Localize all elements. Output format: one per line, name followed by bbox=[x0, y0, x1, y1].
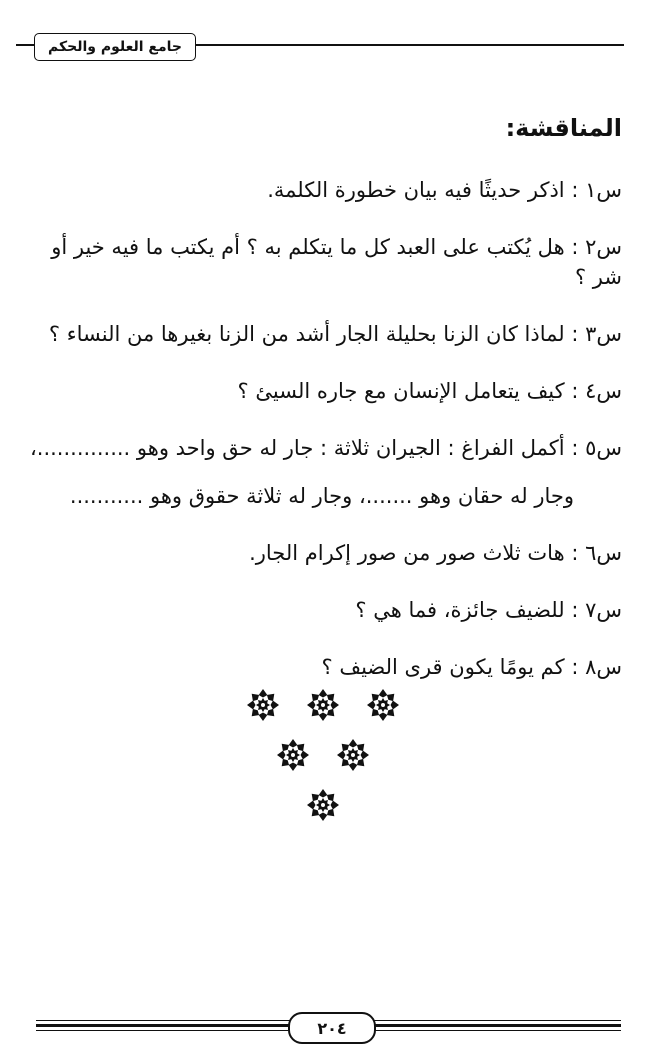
ornament-row bbox=[0, 738, 646, 772]
eight-point-star-icon bbox=[246, 688, 280, 722]
question-7 bbox=[22, 595, 622, 625]
question-3 bbox=[22, 319, 622, 349]
question-text: س٦ : هات ثلاث صور من صور إكرام الجار. bbox=[249, 541, 622, 565]
section-title: المناقشة: bbox=[505, 114, 622, 142]
question-text: س٨ : كم يومًا يكون قرى الضيف ؟ bbox=[321, 655, 622, 679]
eight-point-star-icon bbox=[306, 688, 340, 722]
book-title: جامع العلوم والحكم bbox=[48, 39, 183, 55]
ornament-group bbox=[0, 688, 646, 838]
question-text: س٣ : لماذا كان الزنا بحليلة الجار أشد من الزنا بغيرها من النساء ؟ bbox=[48, 322, 622, 346]
question-text: س٥ : أكمل الفراغ : الجيران ثلاثة : جار له حق واحد وهو ..............، bbox=[29, 436, 622, 460]
discussion-section bbox=[22, 108, 622, 682]
question-6 bbox=[22, 538, 622, 568]
question-2 bbox=[22, 232, 622, 292]
question-text: س٧ : للضيف جائزة، فما هي ؟ bbox=[355, 598, 622, 622]
question-5 bbox=[22, 433, 622, 511]
running-header-title bbox=[34, 33, 196, 61]
eight-point-star-icon bbox=[306, 788, 340, 822]
eight-point-star-icon bbox=[276, 738, 310, 772]
question-text: س١ : اذكر حديثًا فيه بيان خطورة الكلمة. bbox=[267, 178, 622, 202]
eight-point-star-icon bbox=[366, 688, 400, 722]
question-4 bbox=[22, 376, 622, 406]
page-number: ٢٠٤ bbox=[317, 1018, 347, 1038]
question-8 bbox=[22, 652, 622, 682]
question-1 bbox=[22, 175, 622, 205]
ornament-row bbox=[0, 688, 646, 722]
page-number-badge bbox=[288, 1012, 376, 1044]
eight-point-star-icon bbox=[336, 738, 370, 772]
ornament-row bbox=[0, 788, 646, 822]
question-text: س٢ : هل يُكتب على العبد كل ما يتكلم به ؟ أم يكتب ما فيه خير أو شر ؟ bbox=[51, 235, 622, 289]
question-continuation: وجار له حقان وهو .......، وجار له ثلاثة حقوق وهو ........... bbox=[69, 484, 574, 508]
question-text: س٤ : كيف يتعامل الإنسان مع جاره السيئ ؟ bbox=[237, 379, 622, 403]
